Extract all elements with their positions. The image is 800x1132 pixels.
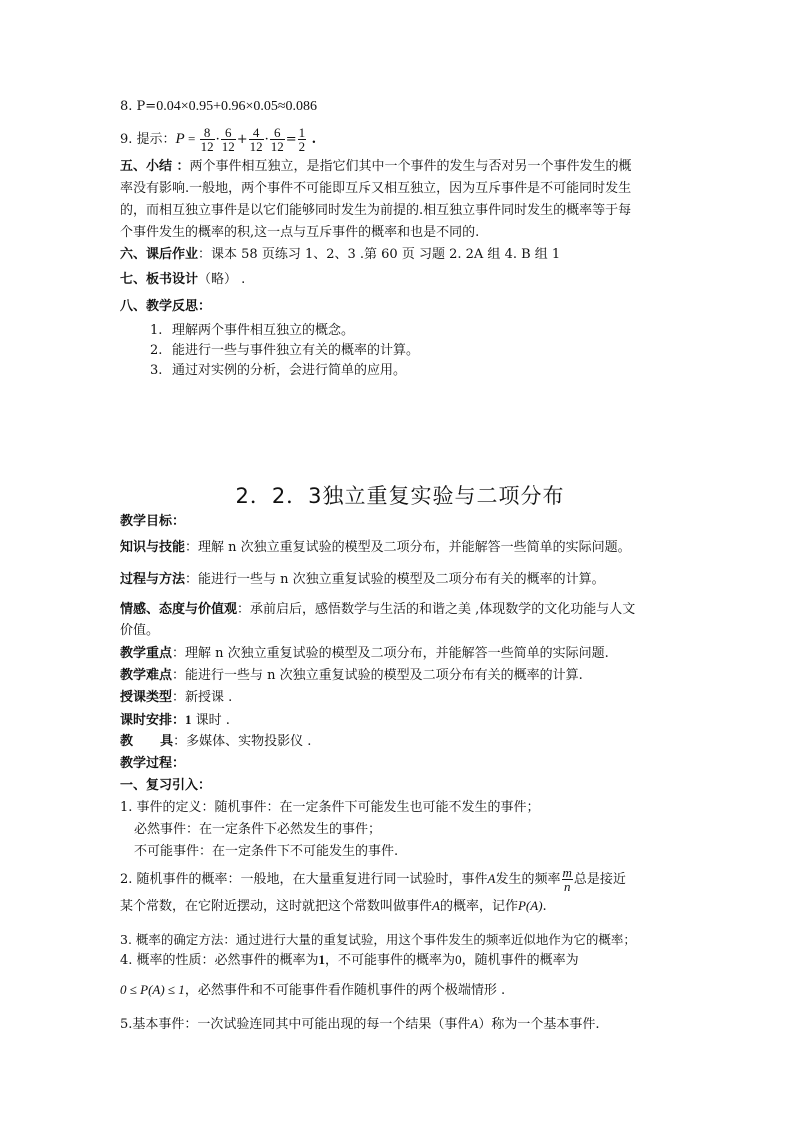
review-4-text-c: ，随机事件的概率为: [461, 953, 579, 968]
teaching-difficulty: [120, 666, 690, 686]
teaching-key: [120, 644, 690, 664]
summary-line-3: 的，而相互独立事件是以它们能够同时发生为前提的.相互独立事件同时发生的概率等于每: [120, 203, 632, 218]
reflection-item-1-text: 理解两个事件相互独立的概念。: [172, 323, 355, 338]
answer-8-expr: 0.04×0.95+0.96×0.05≈0.086: [156, 99, 318, 114]
reflection-item-2-text: 能进行一些与事件独立有关的概率的计算。: [172, 343, 420, 358]
summary-heading: 五、小结: [120, 159, 173, 174]
review-5-text-b: ）称为一个基本事件.: [478, 1017, 600, 1032]
review-4-text-a: 4. 概率的性质：必然事件的概率为: [120, 953, 319, 968]
review-2-text-e: 的概率，记作: [439, 899, 518, 914]
frac-3-num: 4: [249, 126, 264, 140]
reflection-item-3-text: 通过对实例的分析，会进行简单的应用。: [172, 363, 407, 378]
review-2-event-a-2: A: [432, 898, 440, 913]
goal-emotion-line-2: 价值。: [120, 623, 160, 638]
review-4-one: 1: [318, 952, 326, 967]
review-4-zero: 0: [455, 952, 462, 967]
summary-colon: ：: [172, 159, 190, 174]
teaching-tools-text: ：多媒体、实物投影仪 .: [173, 734, 312, 749]
review-2-text-d: 某个常数，在它附近摆动，这时就把这个常数叫做事件: [120, 899, 433, 914]
reflection-heading-text: 八、教学反思：: [120, 299, 212, 314]
lesson-type-label: 授课类型: [120, 690, 173, 705]
review-2-text-c: 总是接近: [573, 872, 626, 887]
reflection-item-2: [150, 342, 419, 360]
homework-heading: 六、课后作业: [120, 247, 199, 262]
teaching-tools-label: 教 具: [120, 734, 174, 749]
lesson-hours-text: 课时 .: [191, 713, 230, 728]
review-2-frac-mn: [562, 866, 573, 893]
frac-5-num: 1: [298, 125, 306, 140]
answer-9-frac-3: [249, 126, 264, 153]
lesson-hours-label: 课时安排：: [120, 713, 186, 728]
review-2-text-b: 发生的频率: [495, 872, 561, 887]
board-text: （略） .: [198, 272, 246, 287]
review-5-text-a: 5.基本事件：一次试验连同其中可能出现的每一个结果（事件: [120, 1017, 471, 1032]
homework-line: [120, 245, 690, 265]
goal-knowledge: [120, 538, 690, 558]
review-1c: 不可能事件：在一定条件下不可能发生的事件.: [134, 844, 399, 859]
lesson-type: [120, 688, 690, 708]
review-heading-text: 一、复习引入：: [120, 778, 212, 793]
review-4-line-1: [120, 950, 690, 971]
answer-9-frac-1: [200, 126, 215, 153]
answer-9-plus: +: [236, 132, 248, 147]
review-2-pa: P(A): [517, 898, 543, 913]
frac-2-num: 6: [221, 126, 236, 140]
frac-m: m: [562, 865, 572, 880]
board-heading: 七、板书设计: [120, 272, 199, 287]
reflection-heading: [120, 297, 690, 317]
frac-1-den: 12: [200, 139, 214, 154]
section-title: 2．2．3独立重复实验与二项分布: [235, 484, 565, 508]
review-2-line-1: [120, 862, 690, 897]
answer-9-frac-4: [270, 126, 285, 153]
review-3: 3. 概率的确定方法：通过进行大量的重复试验，用这个事件发生的频率近似地作为它的概率；: [120, 932, 636, 947]
process-heading: [120, 754, 690, 774]
frac-4-num: 6: [270, 126, 285, 140]
process-heading-text: 教学过程：: [120, 756, 186, 771]
answer-9-eq: =: [184, 131, 199, 146]
goal-process-label: 过程与方法: [120, 572, 186, 587]
answer-9-frac-2: [221, 126, 236, 153]
answer-8: [120, 97, 690, 117]
lesson-type-text: ：新授课 .: [172, 690, 233, 705]
lesson-hours: [120, 710, 690, 731]
review-5: [120, 1014, 690, 1035]
answer-8-label: 8. P=: [120, 99, 157, 114]
frac-2-den: 12: [221, 139, 235, 154]
goal-process: [120, 570, 690, 590]
teaching-difficulty-label: 教学难点: [120, 668, 173, 683]
review-4-text-b: ，不可能事件的概率为: [325, 953, 456, 968]
teaching-key-text: ：理解 n 次独立重复试验的模型及二项分布，并能解答一些简单的实际问题.: [172, 646, 609, 661]
homework-text: ：课本 58 页练习 1、2、3 .第 60 页 习题 2. 2A 组 4. B 组 1: [198, 247, 561, 262]
summary-line-1: [120, 157, 690, 177]
goal-emotion-text-1: ：承前启后，感悟数学与生活的和谐之美 ,体现数学的文化功能与人文: [237, 602, 636, 617]
goal-knowledge-label: 知识与技能: [120, 540, 186, 555]
frac-3-den: 12: [249, 139, 263, 154]
review-2-line-2: [120, 896, 690, 917]
review-4-inequality: 0 ≤ P(A) ≤ 1: [120, 982, 185, 997]
lesson-hours-num: 1: [185, 712, 192, 727]
board-line: [120, 270, 690, 290]
summary-text-1: 两个事件相互独立，是指它们其中一个事件的发生与否对另一个事件发生的概: [189, 159, 632, 174]
goal-emotion-label: 情感、态度与价值观: [120, 602, 238, 617]
frac-n: n: [563, 879, 571, 894]
reflection-item-2-num: 2.: [150, 343, 163, 358]
frac-1-num: 8: [200, 126, 215, 140]
goal-process-text: ：能进行一些与 n 次独立重复试验的模型及二项分布有关的概率的计算。: [185, 572, 605, 587]
review-2-text-f: .: [542, 899, 547, 914]
answer-9-end: .: [307, 132, 317, 147]
review-4-text-d: ，必然事件和不可能事件看作随机事件的两个极端情形 .: [184, 983, 506, 998]
answer-9-p: P: [175, 131, 185, 147]
answer-9-eq-2: =: [285, 132, 297, 147]
answer-9-dot-1: ·: [215, 132, 220, 147]
review-heading: [120, 776, 690, 796]
goal-knowledge-text: ：理解 n 次独立重复试验的模型及二项分布，并能解答一些简单的实际问题。: [185, 540, 631, 555]
teaching-tools: [120, 732, 690, 752]
goal-emotion: [120, 600, 690, 620]
teaching-key-label: 教学重点: [120, 646, 173, 661]
goals-heading-text: 教学目标：: [120, 514, 186, 529]
review-2-event-a: A: [487, 871, 496, 886]
summary-line-2: 率没有影响.一般地，两个事件不可能即互斥又相互独立，因为互斥事件是不可能同时发生: [120, 181, 632, 196]
review-5-event-a: A: [470, 1016, 479, 1031]
reflection-item-3: [150, 362, 406, 380]
review-2-text-a: 2. 随机事件的概率：一般地，在大量重复进行同一试验时，事件: [120, 872, 488, 887]
frac-5-den: 2: [298, 139, 306, 154]
reflection-item-3-num: 3.: [150, 363, 163, 378]
teaching-difficulty-text: ：能进行一些与 n 次独立重复试验的模型及二项分布有关的概率的计算.: [172, 668, 583, 683]
review-4-line-2: [120, 980, 690, 1001]
review-1a: 1. 事件的定义：随机事件：在一定条件下可能发生也可能不发生的事件；: [120, 800, 540, 815]
reflection-item-1-num: 1.: [150, 323, 163, 338]
goals-heading: [120, 512, 690, 532]
reflection-item-1: [150, 322, 354, 340]
summary-line-4: 个事件发生的概率的积,这一点与互斥事件的概率和也是不同的.: [120, 225, 480, 240]
frac-4-den: 12: [270, 139, 284, 154]
review-1b: 必然事件：在一定条件下必然发生的事件；: [134, 822, 382, 837]
answer-9: [120, 124, 690, 155]
answer-9-dot-2: ·: [264, 132, 269, 147]
answer-9-frac-5: [298, 126, 307, 153]
answer-9-label: 9. 提示：: [120, 132, 176, 147]
